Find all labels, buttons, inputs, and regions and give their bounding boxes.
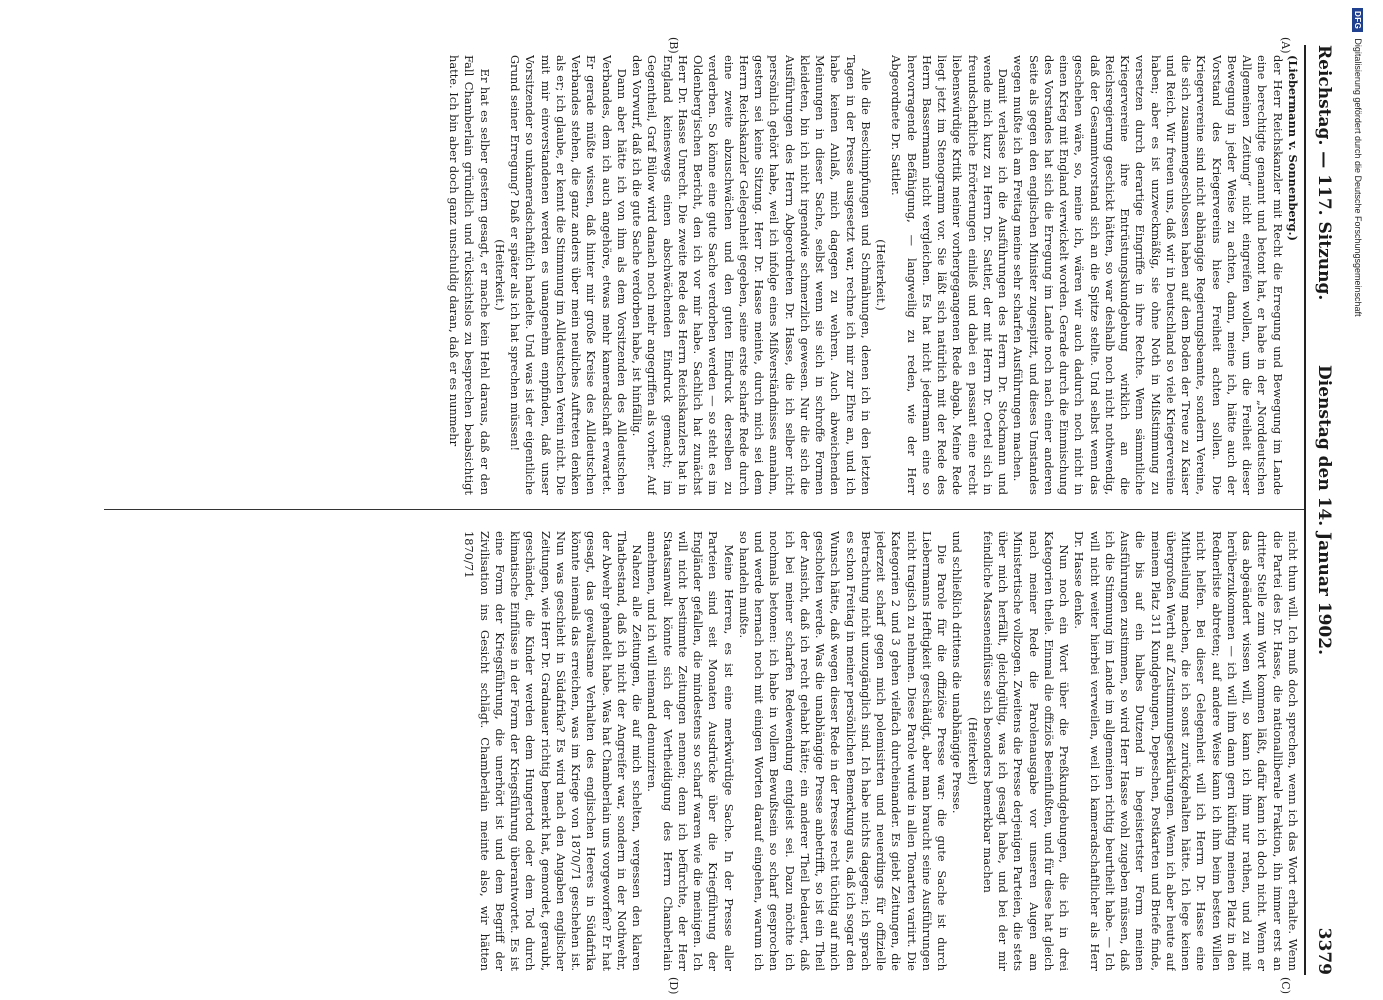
paragraph: Dann aber hätte ich von ihm als dem Vorsitzenden des Alldeutschen Verbandes, dem ich auch angehöre, etwas mehr kameradschaft erwartet. Er gerade müßte wissen, daß hinter mir große Kreise des Alldeutschen Verbandes stehen, die ganz anders über mein neuliches Auftreten denken als er; ich glaube, er kennt die Stimmung im Alldeutschen Verein nicht. Die mit mir einverstandenen werden es unangenehm empfinden, daß unser Vorsitzender so unkameradschaftlich handelte. Und was ist der eigentliche Grund seiner Erregung? Daß er später als ich hat sprechen müssen! — [508, 55, 629, 495]
paragraph: Alle die Beschimpfungen und Schmähungen, denen ich in den letzten Tagen in der Presse ausgesetzt war, rechne ich mir zur Ehre an, und ich habe keinen Anlaß, mich dagegen zu wehren. Auch abweichenden Meinungen in dieser Sache, selbst wenn sie sich in schroffe Formen kleideten, bin ich nicht irgendwie schmerzlich gewesen. Nur die sich die Ausführungen des Herrn Abgeordneten Dr. Hasse, die ich selber nicht persönlich gehört habe, weil ich infolge eines Mißverständnisses annahm, gestern sei keine Sitzung. Herr Dr. Hasse meinte, durch mich sei dem Herrn Reichskanzler Gelegenheit gegeben, seine erste scharfe Rede durch eine zweite abzuschwächen und den guten Eindruck derselben zu verderben. So könne eine gute Sache verdorben werden — so steht es im Oldenberg'ischen Bericht, den ich vor mir habe. Sachlich hat zunächst Herr Dr. Hasse Unrecht. Die zweite Rede des Herrn Reichskanzlers hat in England keineswegs einen abschwächenden Eindruck gemacht; im Gegentheil, Graf Bülow wird danach noch mehr angegriffen als vorher. Auf den Vorwurf, daß ich die gute Sache verdorben habe, ist hinfällig. — [630, 55, 873, 495]
paragraph: Die Parole für die offiziöse Presse war: die gute Sache ist durch Liebermanns Heftigkeit geschädigt, aber man braucht seine Ausführungen nicht tragisch zu nehmen. Diese Parole wurde in allen Tonarten variirt. Die Kategorien 2 und 3 gehen vielfach durcheinander. Es giebt Zeitungen, die jederzeit scharf gegen mich polemisirten und neuerdings für offizielle Betrachtung nicht unzugänglich sind. Ich habe nichts dagegen; ich sprach es schon Freitag in meiner persönlichen Bemerkung aus, daß ich sogar den Wunsch hätte, daß wegen dieser Rede in der Presse recht tüchtig auf mich gescholten werde. Was die unabhängige Presse anbetrifft, so ist ein Theil der Ansicht, daß ich recht gehabt hätte; ein anderer Theil bedauert, daß ich bei meiner scharfen Redewendung entgleist sei. Dazu möchte ich nochmals betonen: ich habe in vollem Bewußtsein so scharf gesprochen und werde hernach noch mit einigen Worten darauf eingehen, warum ich so handeln mußte. — [737, 531, 950, 971]
margin-letter-d: (D) — [667, 977, 680, 995]
paragraph: Er hat es selber gestern gesagt, er mache kein Hehl daraus, daß er den Fall Chamberlain gründlich und rücksichtslos zu besprechen beabsichtigt hatte. Ich bin aber doch ganz unschuldig daran, daß er es nunmehr — [447, 55, 492, 495]
running-head-left: Reichstag. — 117. Sitzung. — [1314, 45, 1334, 301]
paragraph: Damit verlasse ich die Ausführungen des Herrn Dr. Stockmann und wende mich kurz zu Herrn Dr. Sattler, der mit Herrn Dr. Oertel sich in freundschaftliche Erörterungen einließ und dabei en passant eine recht liebenswürdige Kritik meiner vorhergegangenen Rede abgab. Meine Rede liegt jetzt im Stenogramm vor. Sie läßt sich natürlich mit der Rede des Herrn Bassermann nicht vergleichen. Es hat nicht jedermann eine so hervorragende Befähigung, — langweilig zu reden, wie der Herr Abgeordnete Dr. Sattler. — [889, 55, 1011, 495]
rotated-page-scan — [90, 37, 1340, 995]
digitization-credit-text: Digitalisierung gefördert durch die Deutsche Forschungsgemeinschaft — [1353, 38, 1363, 317]
interjection: (Heiterkeit.) — [874, 239, 889, 311]
dfg-logo: DFG — [1353, 8, 1364, 32]
paragraph: Nahezu alle Zeitungen, die auf mich schelten, vergessen den klaren Thatbestand, daß ich nicht der Angreifer war, sondern in der Nothwehr, der Abwehr gehandelt habe. Was hat Chamberlain uns vorgeworfen? Er hat gesagt, das gewaltsame Verhalten des englischen Heeres in Südafrika könnte niemals das erreichen, was im Kriege von 1870/71 geschehen ist. Nun was geschieht in Südafrika? Es wird nach den Angaben englischer Zeitungen, wie Herr Dr. Gradnauer richtig bemerkt hat, gemordet, geraubt, geschändet, die Kinder werden dem Hungertod oder dem Tod durch klimatische Einflüsse in der Form der Kriegsführung überantwortet. Es ist eine Form der Kriegsführung, die unerhört ist und dem Begriff der Zivilisation ins Gesicht schlägt. Chamberlain meinte also, wir hätten 1870/71 — [462, 531, 645, 971]
paragraph: der Herr Reichskanzler mit Recht die Erregung und Bewegung im Lande eine berechtigte genannt und betont hat, er habe in der „Norddeutschen Allgemeinen Zeitung“ nicht eingreifen wollen, um die Freiheit dieser Bewegung in jeder Weise zu achten, dann, meine ich, hätte auch der Vorstand des Kriegervereins hiese Freiheit achten sollen. Die Kriegervereine sind nicht abhängige Regierungsbeamte, sondern Vereine, die sich zusammengeschlossen haben auf dem Boden der Treue zu Kaiser und Reich. Wir freuen uns, daß wir in Deutschland so viele Kriegervereine haben; aber es ist unzweckmäßig, sie ohne Noth in Mißstimmung zu versetzen durch derartige Eingriffe in ihre Rechte. Wenn sämmtliche Kriegervereine ihre Entrüstungskundgebung wirklich an die Reichsregierung geschickt hätten, so war deshalb noch nicht nothwendig, daß der Gesammtvorstand sich an die Spitze stellte. Und selbst wenn das geschehen wäre, so, meine ich, wären wir auch dadurch noch nicht in einen Krieg mit England verwickelt worden. Gerade durch die Einmischung des Vorstandes hat sich die Erregung im Lande noch nach einer anderen Seite als gegen den englischen Minister zugespitzt, und dieses Umstandes wegen mußte ich am Freitag meine sehr scharfen Ausführungen machen. — [1011, 55, 1285, 495]
paragraph: und schließlich drittens die unabhängige Presse. — [950, 531, 965, 814]
digitization-credit — [1350, 8, 1366, 988]
running-head-date: Dienstag den 14. Januar 1902. — [1314, 365, 1334, 655]
interjection: (Heiterkeit) — [965, 717, 980, 785]
newspaper-page — [90, 37, 1340, 995]
paragraph: nicht thun will. Ich muß doch sprechen, wenn ich das Wort erhalte. Wenn die Partei des Dr. Hasse, die nationalliberale Fraktion, ihn immer erst an dritter Stelle zum Wort kommen läßt, dafür kann ich doch nicht. Wenn er das abgeändert wissen will, so kann ich ihm nur rathen, und zu mit herüberzukommen — ich will ihm dann gern künftig meinen Platz in den Rednerliste abtreten; auf andere Weise kann ich ihm beim besten Willen nicht helfen. Bei dieser Gelegenheit will ich Herrn Dr. Hasse eine Mittheilung machen, die ich sonst zurückgehalten hätte. Ich lege keinen übergroßen Werth auf Zustimmungserklärungen. Wenn ich aber heute auf meinem Platz 311 Kundgebungen, Depeschen, Postkarten und Briefe finde, die bis auf ein halbes Dutzend in begeistertster Form meinen Ausführungen zustimmen, so wird Herr Hasse wohl zugeben müssen, daß ich die Stimmung im Lande im allgemeinen richtig beurtheilt habe. — Ich will nicht weiter hierbei verweilen, weil ich kameradschaftlicher als Herr Dr. Hasse denke. — [1072, 531, 1300, 971]
column-rule — [104, 509, 1304, 510]
interjection: (Heiterkeit.) — [493, 239, 507, 311]
header-rule — [1304, 45, 1306, 975]
running-head — [1308, 45, 1340, 975]
speaker-name: (Liebermann v. Sonnenberg.) — [1286, 55, 1300, 241]
paragraph: Meine Herren, es ist eine merkwürdige Sache. In der Presse aller Parteien sind seit Monaten Ausdrücke über die Kriegführung der Engländer gefallen, die mindestens so scharf waren wie die meinigen. Ich will nicht bestimmte Zeitungen nennen; denn ich befürchte, der Herr Staatsanwalt könnte sich der Vertheidigung des Herrn Chamberlain annehmen, und ich will niemand denunziren. — [645, 531, 736, 971]
right-column — [100, 531, 1300, 971]
left-column — [100, 55, 1300, 495]
paragraph: Nun noch ein Wort über die Preßkundgebungen, die ich in drei Kategorien theile. Einmal die offiziös Beeinflußten, und für diese hat gleich nach meiner Rede die Parolenausgabe vor unseren Augen am Ministertische vollzogen. Zweitens die Presse derjenigen Parteien, die stets über mich herfällt, gleichgültig, was ich gesagt habe, und bei der mir feindliche Masseneinflüsse sich besonders bemerkbar machen — [981, 531, 1072, 971]
margin-letter-b: (B) — [667, 37, 680, 54]
margin-letter-a: (A) — [1279, 37, 1292, 54]
margin-letter-c: (C) — [1279, 977, 1292, 994]
page-number: 3379 — [1314, 927, 1334, 975]
